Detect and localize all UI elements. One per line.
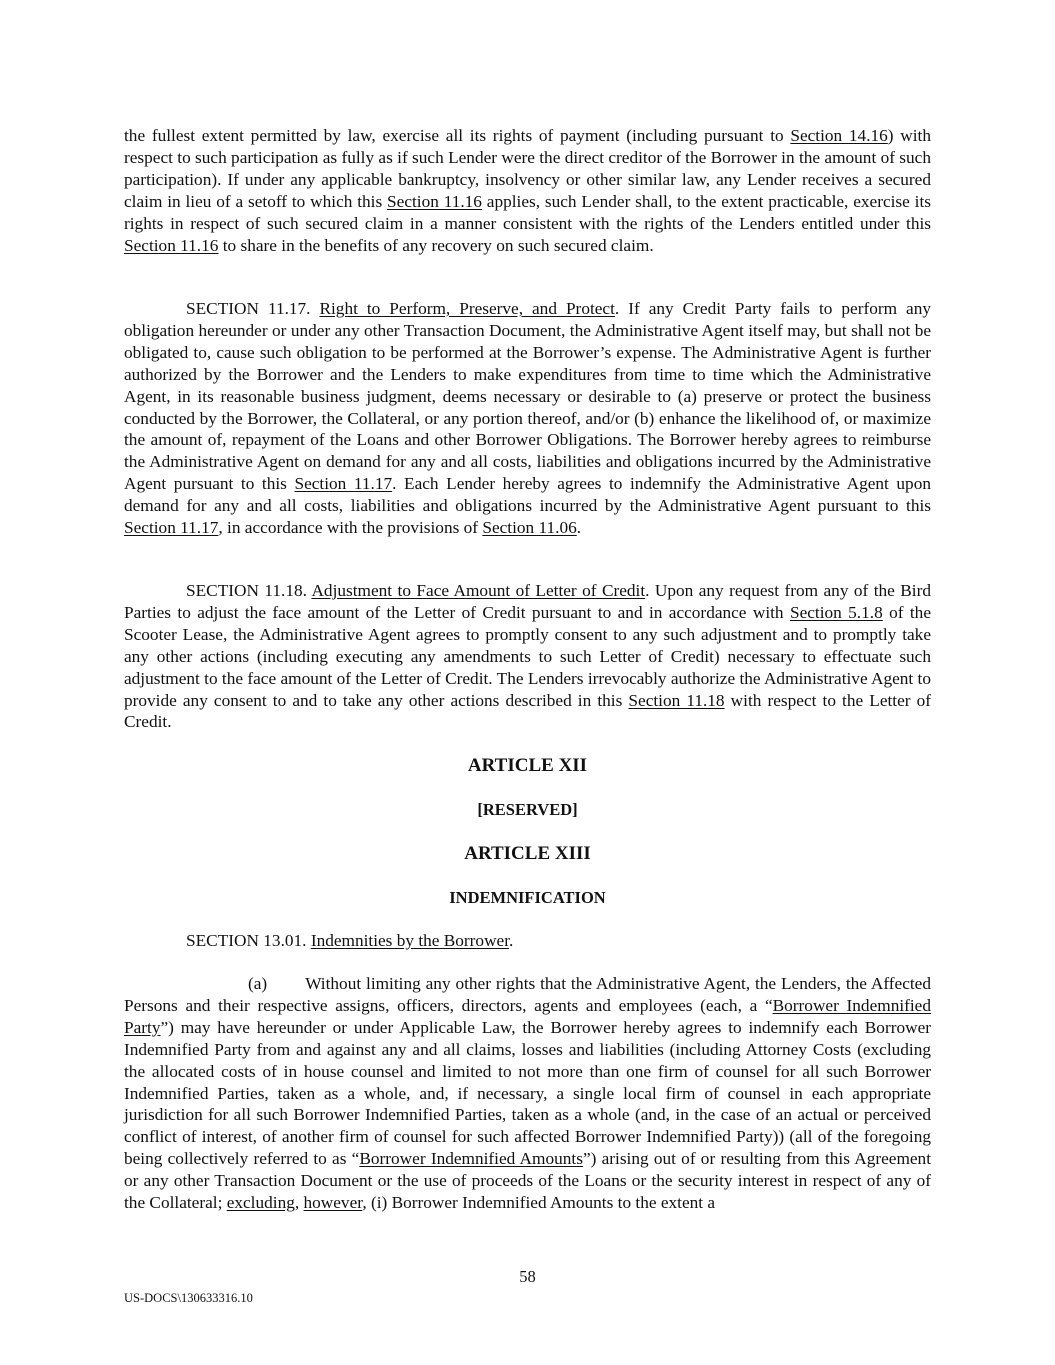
- text-run: with respect to the Letter of Credit.: [124, 690, 931, 732]
- text-run: ”) arising out of or resulting from this Agreement or any other Transaction Document or the use of proceeds of the Loans or the security interest in respect of any of the Collateral;: [124, 1149, 931, 1213]
- section-11-18: [124, 580, 931, 733]
- defined-term: Borrower Indemnified Amounts: [359, 1149, 583, 1169]
- page-number: 58: [519, 1267, 536, 1286]
- section-13-01-heading: [186, 930, 513, 952]
- article-13-heading: ARTICLE XIII: [464, 843, 591, 864]
- section-title: Right to Perform, Preserve, and Protect: [319, 299, 615, 318]
- text-run: , in accordance with the provisions of: [218, 518, 483, 538]
- emphasis-term: however: [303, 1193, 363, 1213]
- text-run: ) with respect to such participation as fully as if such Lender were the direct creditor of the Borrower in the amount of such participation). If under any applicable bankruptcy, insolvency or other similar law, any Lender receives a secured claim in lieu of a setoff to which this: [124, 126, 931, 211]
- text-run: Without limiting any other rights that the Administrative Agent, the Lenders, the Affected Persons and their respective assigns, officers, directors, agents and employees (each, a “: [124, 974, 931, 1015]
- section-reference: Section 11.18: [628, 690, 725, 710]
- text-run: applies, such Lender shall, to the extent practicable, exercise its rights in respect of such secured claim in a manner consistent with the rights of the Lenders entitled under this: [124, 191, 931, 233]
- article-12-subtitle: [RESERVED]: [477, 800, 578, 819]
- section-number: SECTION 11.18.: [186, 581, 312, 600]
- article-12-heading: ARTICLE XII: [467, 755, 588, 776]
- text-run: ,: [294, 1193, 304, 1213]
- section-reference: Section 5.1.8: [789, 602, 883, 622]
- section-reference: Section 11.06: [482, 518, 577, 538]
- text-run: to share in the benefits of any recovery on such secured claim.: [218, 235, 654, 255]
- section-number: SECTION 11.17.: [186, 299, 320, 318]
- document-id: US-DOCS\130633316.10: [124, 1291, 253, 1305]
- defined-term: Borrower Indemnified Party: [124, 995, 931, 1037]
- text-run: ”) may have hereunder or under Applicable Law, the Borrower hereby agrees to indemnify each Borrower Indemnified Party from and against any and all claims, losses and liabilities (including Attorney Costs (excluding the allocated costs of in house counsel and limited to not more than one firm of counsel for all such Borrower Indemnified Parties, taken as a whole, and, if necessary, a single local firm of counsel in each appropriate jurisdiction for all such Borrower Indemnified Parties, taken as a whole (and, in the case of an actual or perceived conflict of interest, of another firm of counsel for such affected Borrower Indemnified Party)) (all of the foregoing being collectively referred to as “: [124, 1017, 931, 1169]
- text-run: .: [509, 931, 514, 950]
- section-11-17: [124, 298, 931, 539]
- section-reference: Section 11.17: [294, 474, 393, 494]
- text-run: .: [576, 518, 582, 538]
- section-number: SECTION 13.01.: [186, 931, 311, 950]
- emphasis-term: excluding: [226, 1193, 295, 1213]
- paragraph-continuation: [124, 125, 931, 256]
- section-reference: Section 11.16: [387, 191, 482, 211]
- article-13-subtitle: INDEMNIFICATION: [449, 888, 606, 907]
- section-13-01-a: [124, 973, 931, 1214]
- section-reference: Section 11.16: [124, 235, 219, 255]
- section-title: Adjustment to Face Amount of Letter of Credit: [311, 581, 646, 600]
- section-reference: Section 14.16: [790, 126, 888, 145]
- text-run: . Each Lender hereby agrees to indemnify the Administrative Agent upon demand for any and all costs, liabilities and obligations incurred by the Administrative Agent pursuant to this: [124, 474, 931, 516]
- text-run: , (i) Borrower Indemnified Amounts to the extent a: [362, 1193, 716, 1213]
- section-reference: Section 11.17: [124, 518, 219, 538]
- clause-label: (a): [248, 974, 268, 993]
- text-run: the fullest extent permitted by law, exercise all its rights of payment (including pursuant to: [124, 126, 791, 145]
- text-run: of the Scooter Lease, the Administrative Agent agrees to promptly consent to any such adjustment and to promptly take any other actions (including executing any amendments to such Letter of Credit) necessary to effectuate such adjustment to the face amount of the Letter of Credit. The Lenders irrevocably authorize the Administrative Agent to provide any consent to and to take any other actions described in this: [124, 602, 931, 710]
- section-title: Indemnities by the Borrower: [310, 931, 510, 950]
- text-run: . If any Credit Party fails to perform any obligation hereunder or under any other Transaction Document, the Administrative Agent itself may, but shall not be obligated to, cause such obligation to be performed at the Borrower’s expense. The Administrative Agent is further authorized by the Borrower and the Lenders to make expenditures from time to time which the Administrative Agent, in its reasonable business judgment, deems necessary or desirable to (a) preserve or protect the business conducted by the Borrower, the Collateral, or any portion thereof, and/or (b) enhance the likelihood of, or maximize the amount of, repayment of the Loans and other Borrower Obligations. The Borrower hereby agrees to reimburse the Administrative Agent on demand for any and all costs, liabilities and obligations incurred by the Administrative Agent pursuant to this: [124, 299, 931, 494]
- text-run: . Upon any request from any of the Bird Parties to adjust the face amount of the Letter of Credit pursuant to and in accordance with: [124, 581, 931, 622]
